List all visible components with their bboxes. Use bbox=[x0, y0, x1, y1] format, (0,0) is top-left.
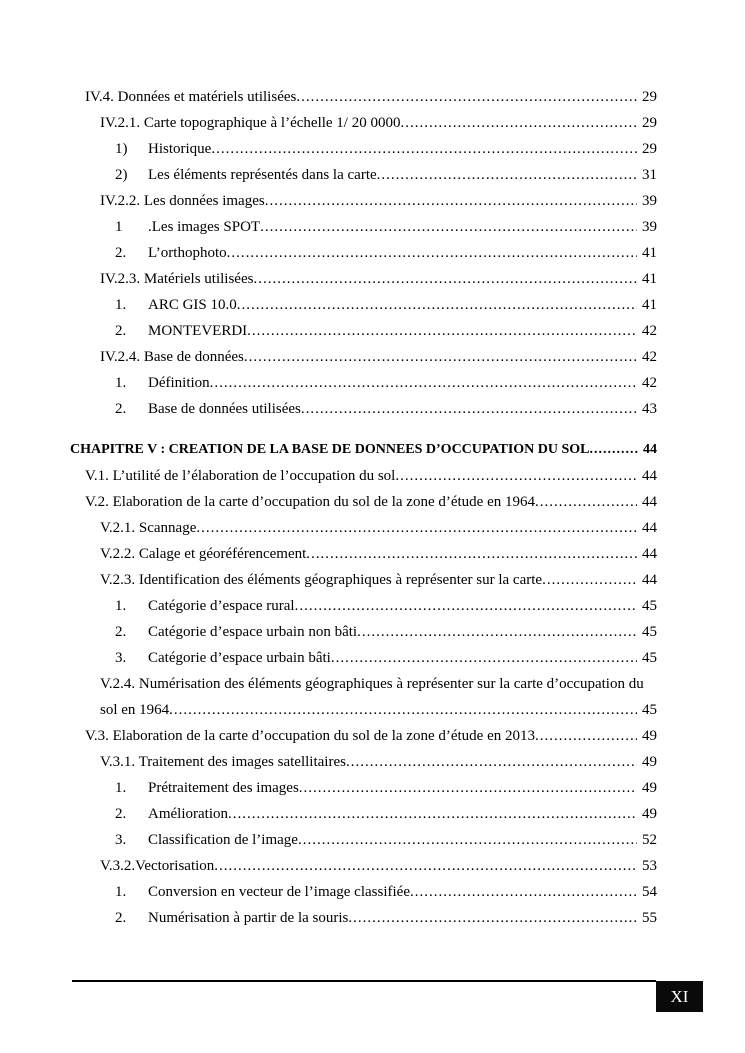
toc-page-number: 31 bbox=[642, 167, 657, 183]
toc-page-number: 44 bbox=[642, 572, 657, 588]
toc-dot-leader bbox=[169, 697, 637, 723]
toc-entry-label: Historique bbox=[148, 141, 212, 157]
toc-entry-label: MONTEVERDI bbox=[148, 323, 248, 339]
toc-entry bbox=[70, 188, 657, 214]
toc-page-number: 41 bbox=[642, 245, 657, 261]
toc-page-number: 44 bbox=[643, 442, 657, 457]
toc-page-number: 49 bbox=[642, 754, 657, 770]
toc-entry bbox=[70, 318, 657, 344]
toc-page-number: 44 bbox=[642, 546, 657, 562]
footer-divider bbox=[72, 980, 656, 982]
chapter-heading-entry bbox=[70, 437, 657, 463]
toc-entry-label: Classification de l’image bbox=[148, 832, 298, 848]
toc-entry bbox=[70, 396, 657, 422]
toc-entry-number: 3. bbox=[115, 832, 127, 848]
toc-entry-label: IV.4. Données et matériels utilisées bbox=[85, 89, 297, 105]
toc-page-number: 55 bbox=[642, 910, 657, 926]
toc-entry-label: IV.2.2. Les données images bbox=[100, 193, 265, 209]
toc-dot-leader bbox=[260, 214, 637, 240]
toc-entry-label: Numérisation à partir de la souris bbox=[148, 910, 349, 926]
toc-entry bbox=[70, 593, 657, 619]
toc-page-number: 45 bbox=[642, 650, 657, 666]
toc-entry bbox=[70, 619, 657, 645]
toc-entry-number: 1. bbox=[115, 375, 127, 391]
toc-dot-leader bbox=[253, 266, 637, 292]
toc-entry-number: 1) bbox=[115, 141, 128, 157]
toc-dot-leader bbox=[377, 162, 637, 188]
toc-entry bbox=[70, 162, 657, 188]
toc-page-number: 39 bbox=[642, 219, 657, 235]
toc-page-number: 52 bbox=[642, 832, 657, 848]
toc-entry-label: Catégorie d’espace rural bbox=[148, 598, 295, 614]
toc-page-number: 49 bbox=[642, 806, 657, 822]
toc-dot-leader bbox=[410, 879, 637, 905]
toc-entry-number: 2. bbox=[115, 806, 127, 822]
toc-entry-label: sol en 1964 bbox=[100, 702, 170, 718]
toc-dot-leader bbox=[299, 775, 637, 801]
toc-dot-leader bbox=[542, 567, 637, 593]
toc-entry-number: 1. bbox=[115, 884, 127, 900]
toc-entry bbox=[70, 749, 657, 775]
toc-page-number: 29 bbox=[642, 115, 657, 131]
toc-entry bbox=[70, 671, 657, 697]
toc-entry-label: IV.2.4. Base de données bbox=[100, 349, 244, 365]
toc-dot-leader bbox=[535, 489, 637, 515]
toc-page-number: 53 bbox=[642, 858, 657, 874]
toc-entry-label: Catégorie d’espace urbain non bâti bbox=[148, 624, 358, 640]
toc-dot-leader bbox=[331, 645, 637, 671]
toc-dot-leader bbox=[228, 801, 637, 827]
toc-page-number: 44 bbox=[642, 494, 657, 510]
toc-entry-continuation bbox=[70, 697, 657, 723]
toc-entry bbox=[70, 723, 657, 749]
toc-entry bbox=[70, 136, 657, 162]
toc-dot-leader bbox=[348, 905, 637, 931]
toc-page-number: 44 bbox=[642, 468, 657, 484]
toc-entry-label: IV.2.3. Matériels utilisées bbox=[100, 271, 254, 287]
toc-entry-label: V.3.1. Traitement des images satellitaires bbox=[100, 754, 346, 770]
toc-page-number: 49 bbox=[642, 780, 657, 796]
toc-dot-leader bbox=[227, 240, 637, 266]
toc-entry bbox=[70, 853, 657, 879]
toc-entry-label: Définition bbox=[148, 375, 210, 391]
toc-entry-number: 2. bbox=[115, 245, 127, 261]
toc-page-number: 42 bbox=[642, 375, 657, 391]
toc-entry-label: V.2.1. Scannage bbox=[100, 520, 197, 536]
toc-entry bbox=[70, 370, 657, 396]
toc-entry-label: V.2.4. Numérisation des éléments géographiques à représenter sur la carte d’occupation du bbox=[100, 676, 644, 692]
toc-page-number: 49 bbox=[642, 728, 657, 744]
toc-dot-leader bbox=[535, 723, 637, 749]
toc-page-number: 42 bbox=[642, 323, 657, 339]
toc-dot-leader bbox=[211, 136, 637, 162]
toc-entry bbox=[70, 827, 657, 853]
toc-entry bbox=[70, 489, 657, 515]
toc-dot-leader bbox=[247, 318, 637, 344]
toc-entry bbox=[70, 266, 657, 292]
toc-dot-leader bbox=[214, 853, 637, 879]
toc-dot-leader bbox=[237, 292, 637, 318]
toc-entry-label: Les éléments représentés dans la carte bbox=[148, 167, 377, 183]
toc-dot-leader bbox=[400, 110, 637, 136]
toc-dot-leader bbox=[346, 749, 637, 775]
toc-entry-number: 1. bbox=[115, 598, 127, 614]
toc-dot-leader bbox=[265, 188, 637, 214]
toc-page-number: 29 bbox=[642, 141, 657, 157]
toc-entry bbox=[70, 463, 657, 489]
toc-entry bbox=[70, 905, 657, 931]
toc-page-number: 39 bbox=[642, 193, 657, 209]
toc-page-number: 41 bbox=[642, 271, 657, 287]
toc-entry-number: 1. bbox=[115, 780, 127, 796]
toc-dot-leader bbox=[306, 541, 637, 567]
toc-entry bbox=[70, 240, 657, 266]
toc-page-number: 43 bbox=[642, 401, 657, 417]
page-number-label: XI bbox=[670, 986, 689, 1006]
toc-page-number: 45 bbox=[642, 598, 657, 614]
toc-entry bbox=[70, 214, 657, 240]
toc-entry-label: Base de données utilisées bbox=[148, 401, 301, 417]
toc-dot-leader bbox=[395, 463, 637, 489]
toc-entry-number: 2. bbox=[115, 910, 127, 926]
toc-entry-label: V.3. Elaboration de la carte d’occupation du sol de la zone d’étude en 2013 bbox=[85, 728, 535, 744]
toc-entry-label: IV.2.1. Carte topographique à l’échelle 1/ 20 0000 bbox=[100, 115, 401, 131]
toc-dot-leader bbox=[298, 827, 637, 853]
toc-page-number: 44 bbox=[642, 520, 657, 536]
toc-entry-label: Amélioration bbox=[148, 806, 228, 822]
toc-dot-leader bbox=[244, 344, 637, 370]
toc-entry bbox=[70, 84, 657, 110]
toc-entry-label: V.1. L’utilité de l’élaboration de l’occupation du sol bbox=[85, 468, 396, 484]
toc-dot-leader bbox=[196, 515, 637, 541]
toc-entry-number: 1. bbox=[115, 297, 127, 313]
toc-entry-label: Catégorie d’espace urbain bâti bbox=[148, 650, 331, 666]
toc-entry bbox=[70, 515, 657, 541]
toc-entry-label: L’orthophoto bbox=[148, 245, 227, 261]
table-of-contents bbox=[70, 84, 657, 931]
toc-entry-label: Conversion en vecteur de l’image classifiée bbox=[148, 884, 410, 900]
toc-entry-label: V.2.3. Identification des éléments géographiques à représenter sur la carte bbox=[100, 572, 543, 588]
toc-entry bbox=[70, 879, 657, 905]
toc-entry-label: ARC GIS 10.0 bbox=[148, 297, 237, 313]
toc-dot-leader bbox=[210, 370, 637, 396]
toc-entry-number: 2) bbox=[115, 167, 128, 183]
toc-page-number: 45 bbox=[642, 624, 657, 640]
toc-entry-label: V.2.2. Calage et géoréférencement bbox=[100, 546, 307, 562]
toc-dot-leader bbox=[296, 84, 637, 110]
toc-page-number: 45 bbox=[642, 702, 657, 718]
toc-entry bbox=[70, 645, 657, 671]
toc-dot-leader bbox=[301, 396, 637, 422]
toc-entry-label: V.2. Elaboration de la carte d’occupation du sol de la zone d’étude en 1964 bbox=[85, 494, 535, 510]
toc-entry bbox=[70, 567, 657, 593]
toc-dot-leader bbox=[357, 619, 637, 645]
toc-dot-leader bbox=[590, 437, 638, 463]
toc-entry-label: V.3.2.Vectorisation bbox=[100, 858, 215, 874]
toc-entry bbox=[70, 292, 657, 318]
toc-entry-number: 2. bbox=[115, 624, 127, 640]
toc-entry-number: 2. bbox=[115, 401, 127, 417]
toc-entry-label: CHAPITRE V : CREATION DE LA BASE DE DONNEES D’OCCUPATION DU SOL bbox=[70, 442, 590, 457]
toc-page-number: 41 bbox=[642, 297, 657, 313]
toc-page-number: 42 bbox=[642, 349, 657, 365]
toc-entry-label: Prétraitement des images bbox=[148, 780, 299, 796]
toc-entry bbox=[70, 775, 657, 801]
toc-entry-number: 1 bbox=[115, 219, 123, 235]
toc-entry-label: .Les images SPOT bbox=[148, 219, 261, 235]
toc-entry bbox=[70, 801, 657, 827]
toc-page-number: 29 bbox=[642, 89, 657, 105]
toc-entry-number: 3. bbox=[115, 650, 127, 666]
toc-entry bbox=[70, 110, 657, 136]
page-number-badge bbox=[656, 981, 703, 1012]
toc-entry-number: 2. bbox=[115, 323, 127, 339]
toc-page-number: 54 bbox=[642, 884, 657, 900]
toc-entry bbox=[70, 344, 657, 370]
toc-dot-leader bbox=[295, 593, 637, 619]
toc-entry bbox=[70, 541, 657, 567]
